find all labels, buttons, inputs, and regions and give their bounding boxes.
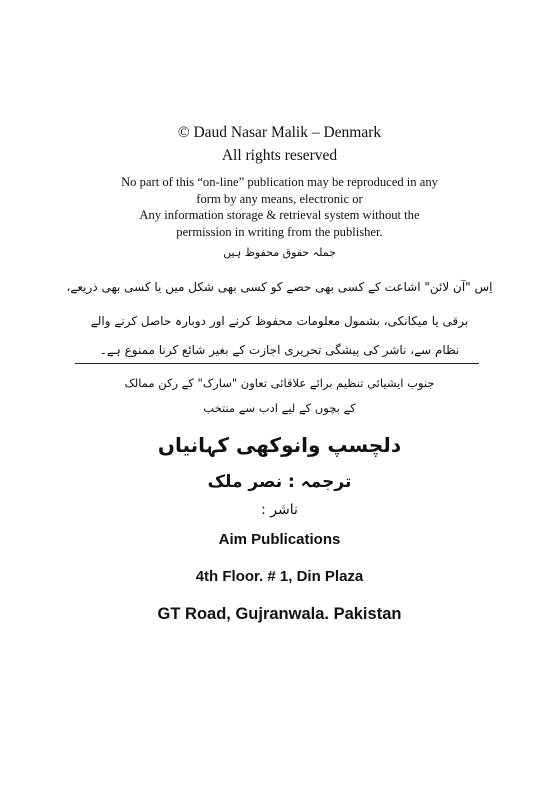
publisher-address-line1: 4th Floor. # 1, Din Plaza xyxy=(195,568,364,585)
notice-line: permission in writing from the publisher. xyxy=(176,224,383,239)
notice-line: No part of this “on-line” publication may be reproduced in any xyxy=(121,175,438,189)
urdu-notice-line: نظام سے، ناشر کی پیشگی تحریری اجازت کے بغیر شائع کرنا ممنوع ہے۔ xyxy=(99,343,460,357)
notice-line: Any information storage & retrieval system without the xyxy=(139,208,420,222)
urdu-notice-line: اِس "آن لائن" اشاعت کے کسی بھی حصے کو کسی بھی شکل میں یا کسی بھی ذریعے، xyxy=(66,280,493,294)
publisher-name: Aim Publications xyxy=(218,531,341,548)
rights-reserved: All rights reserved xyxy=(221,147,338,164)
copyright-line: © Daud Nasar Malik – Denmark xyxy=(177,124,382,141)
publisher-address-line2: GT Road, Gujranwala. Pakistan xyxy=(157,605,402,623)
urdu-publisher-label: ناشر : xyxy=(261,502,298,518)
urdu-saarc-line: جنوب ایشیائی تنظیم برائے علاقائی تعاون "سارک" کے رکن ممالک xyxy=(124,376,435,390)
urdu-notice-line: برقی یا میکانکی، بشمول معلومات محفوظ کرنے اور دوبارہ حاصل کرنے والے xyxy=(90,314,469,328)
underline-rule xyxy=(75,363,479,364)
urdu-saarc-line: کے بچوں کے لیے ادب سے منتخب xyxy=(203,401,356,415)
urdu-rights-heading: جملہ حقوق محفوظ ہیں xyxy=(223,246,336,259)
reproduction-notice xyxy=(0,174,559,240)
notice-line: form by any means, electronic or xyxy=(196,191,363,206)
urdu-translator: ترجمہ : نصر ملک xyxy=(207,472,352,492)
urdu-book-title: دلچسپ وانوکھی کہانیاں xyxy=(157,433,402,457)
